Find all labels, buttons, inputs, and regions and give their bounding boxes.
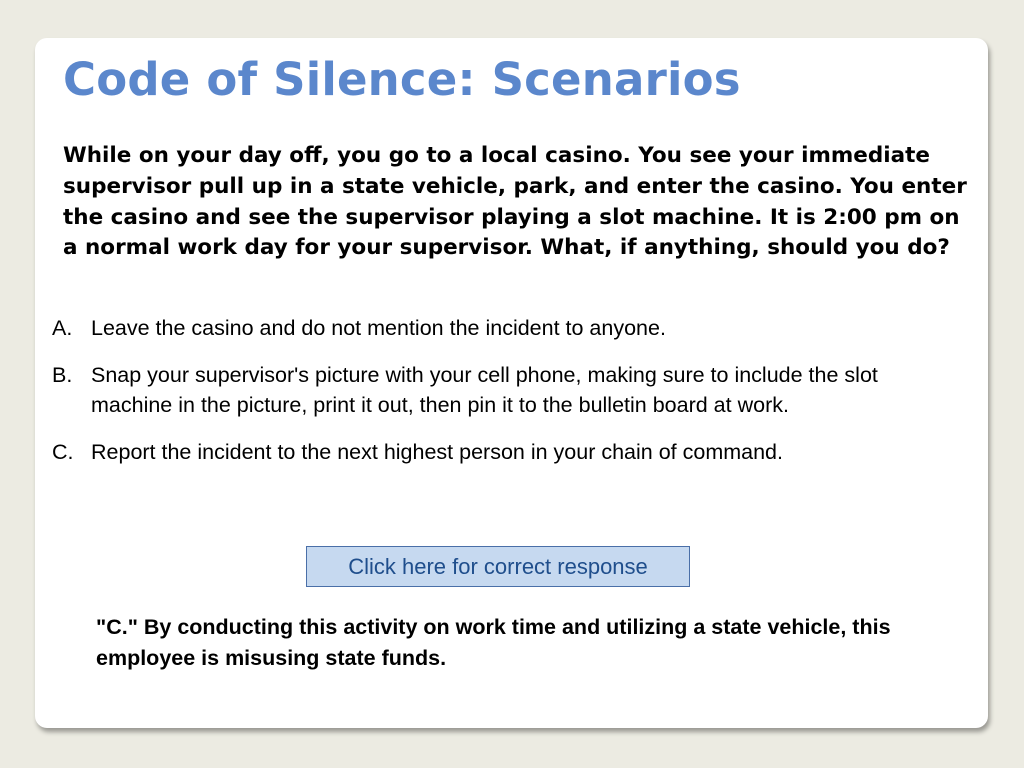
option-text: Snap your supervisor's picture with your cell phone, making sure to include the slot machine in the picture, print it out, then pin it to the bulletin board at work.	[91, 362, 878, 417]
option-letter: A.	[52, 316, 73, 340]
option-a	[52, 313, 952, 344]
option-letter: B.	[52, 362, 73, 387]
option-c	[52, 437, 952, 468]
answer-options-list	[52, 313, 952, 483]
option-text: Report the incident to the next highest person in your chain of command.	[91, 439, 783, 464]
option-b	[52, 360, 952, 421]
answer-explanation: "C." By conducting this activity on work time and utilizing a state vehicle, this employee is misusing state funds.	[96, 615, 891, 670]
correct-response-button[interactable]: Click here for correct response	[306, 546, 690, 587]
slide-title: Code of Silence: Scenarios	[63, 53, 741, 106]
option-letter: C.	[52, 439, 74, 464]
scenario-text: While on your day off, you go to a local casino. You see your immediate supervisor pull up in a state vehicle, park, and enter the casino. You enter the casino and see the supervisor playing a slot machine. It is 2:00 pm on a normal work day for your supervisor. What, if anything, should you do?	[63, 143, 967, 261]
option-text: Leave the casino and do not mention the incident to anyone.	[91, 316, 666, 340]
